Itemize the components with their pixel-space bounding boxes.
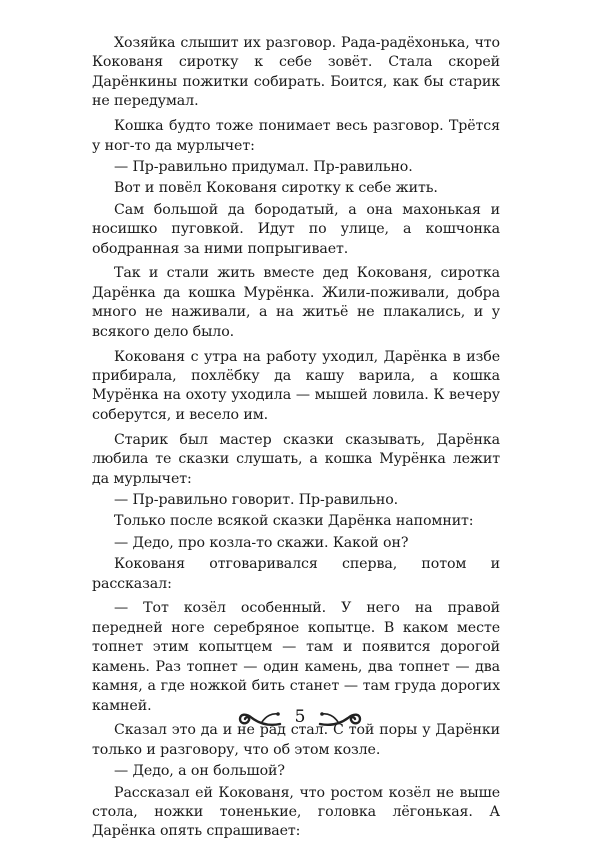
paragraph: Сам большой да бородатый, а она махонькая и носишко пуговкой. Идут по улице, а кошчонка ободранная за ними попрыгивает. (92, 201, 500, 257)
paragraph: Кокованя отговаривался сперва, потом и рассказал: (92, 556, 500, 592)
paragraph: Кокованя с утра на работу уходил, Дарёнка в избе прибирала, похлёбку да кашу варила, а кошка Мурёнка на охоту уходила — мышей ловила. К вечеру соберутся, и весело им. (92, 348, 500, 423)
paragraph: — Дедо, про козла-то скажи. Какой он? (114, 534, 409, 551)
page-number: 5 (294, 707, 306, 727)
paragraph: Хозяйка слышит их разговор. Рада-радёхонька, что Кокованя сиротку к себе зовёт. Стала скорей Дарёнкины пожитки собирать. Боится, как бы старик не передумал. (92, 35, 500, 110)
paragraph: Только после всякой сказки Дарёнка напомнит: (114, 513, 474, 530)
paragraph: — Дедо, а он большой? (114, 763, 285, 780)
paragraph: — Тот козёл особенный. У него на правой передней ноге серебряное копытце. В каком месте топнет этим копытцем — там и появится дорогой камень. Раз топнет — один камень, два топнет — два камня, а где ножкой бить станет — там груда дорогих камней. (92, 600, 500, 714)
paragraph: Рассказал ей Кокованя, что ростом козёл не выше стола, ножки тоненькие, головка лёгонькая. А Дарёнка опять спрашивает: (92, 784, 500, 840)
left-flourish-icon (236, 704, 282, 730)
paragraph: — Пр-равильно придумал. Пр-равильно. (114, 158, 413, 175)
paragraph: — Пр-равильно говорит. Пр-равильно. (114, 491, 399, 508)
paragraph: Кошка будто тоже понимает весь разговор. Трётся у ног-то да мурлычет: (92, 118, 500, 154)
page-footer (0, 702, 600, 732)
paragraph: Так и стали жить вместе дед Кокованя, сиротка Дарёнка да кошка Мурёнка. Жили-поживали, добра много не наживали, а на житьё не плакались, и у всякого дело было. (92, 265, 500, 340)
paragraph: Старик был мастер сказки сказывать, Дарёнка любила те сказки слушать, а кошка Мурёнка лежит да мурлычет: (92, 431, 500, 487)
paragraph: Вот и повёл Кокованя сиротку к себе жить. (114, 180, 438, 197)
right-flourish-icon (318, 704, 364, 730)
paragraph: Сказал это да и не рад стал. С той поры у Дарёнки только и разговору, что об этом козле. (92, 722, 500, 758)
